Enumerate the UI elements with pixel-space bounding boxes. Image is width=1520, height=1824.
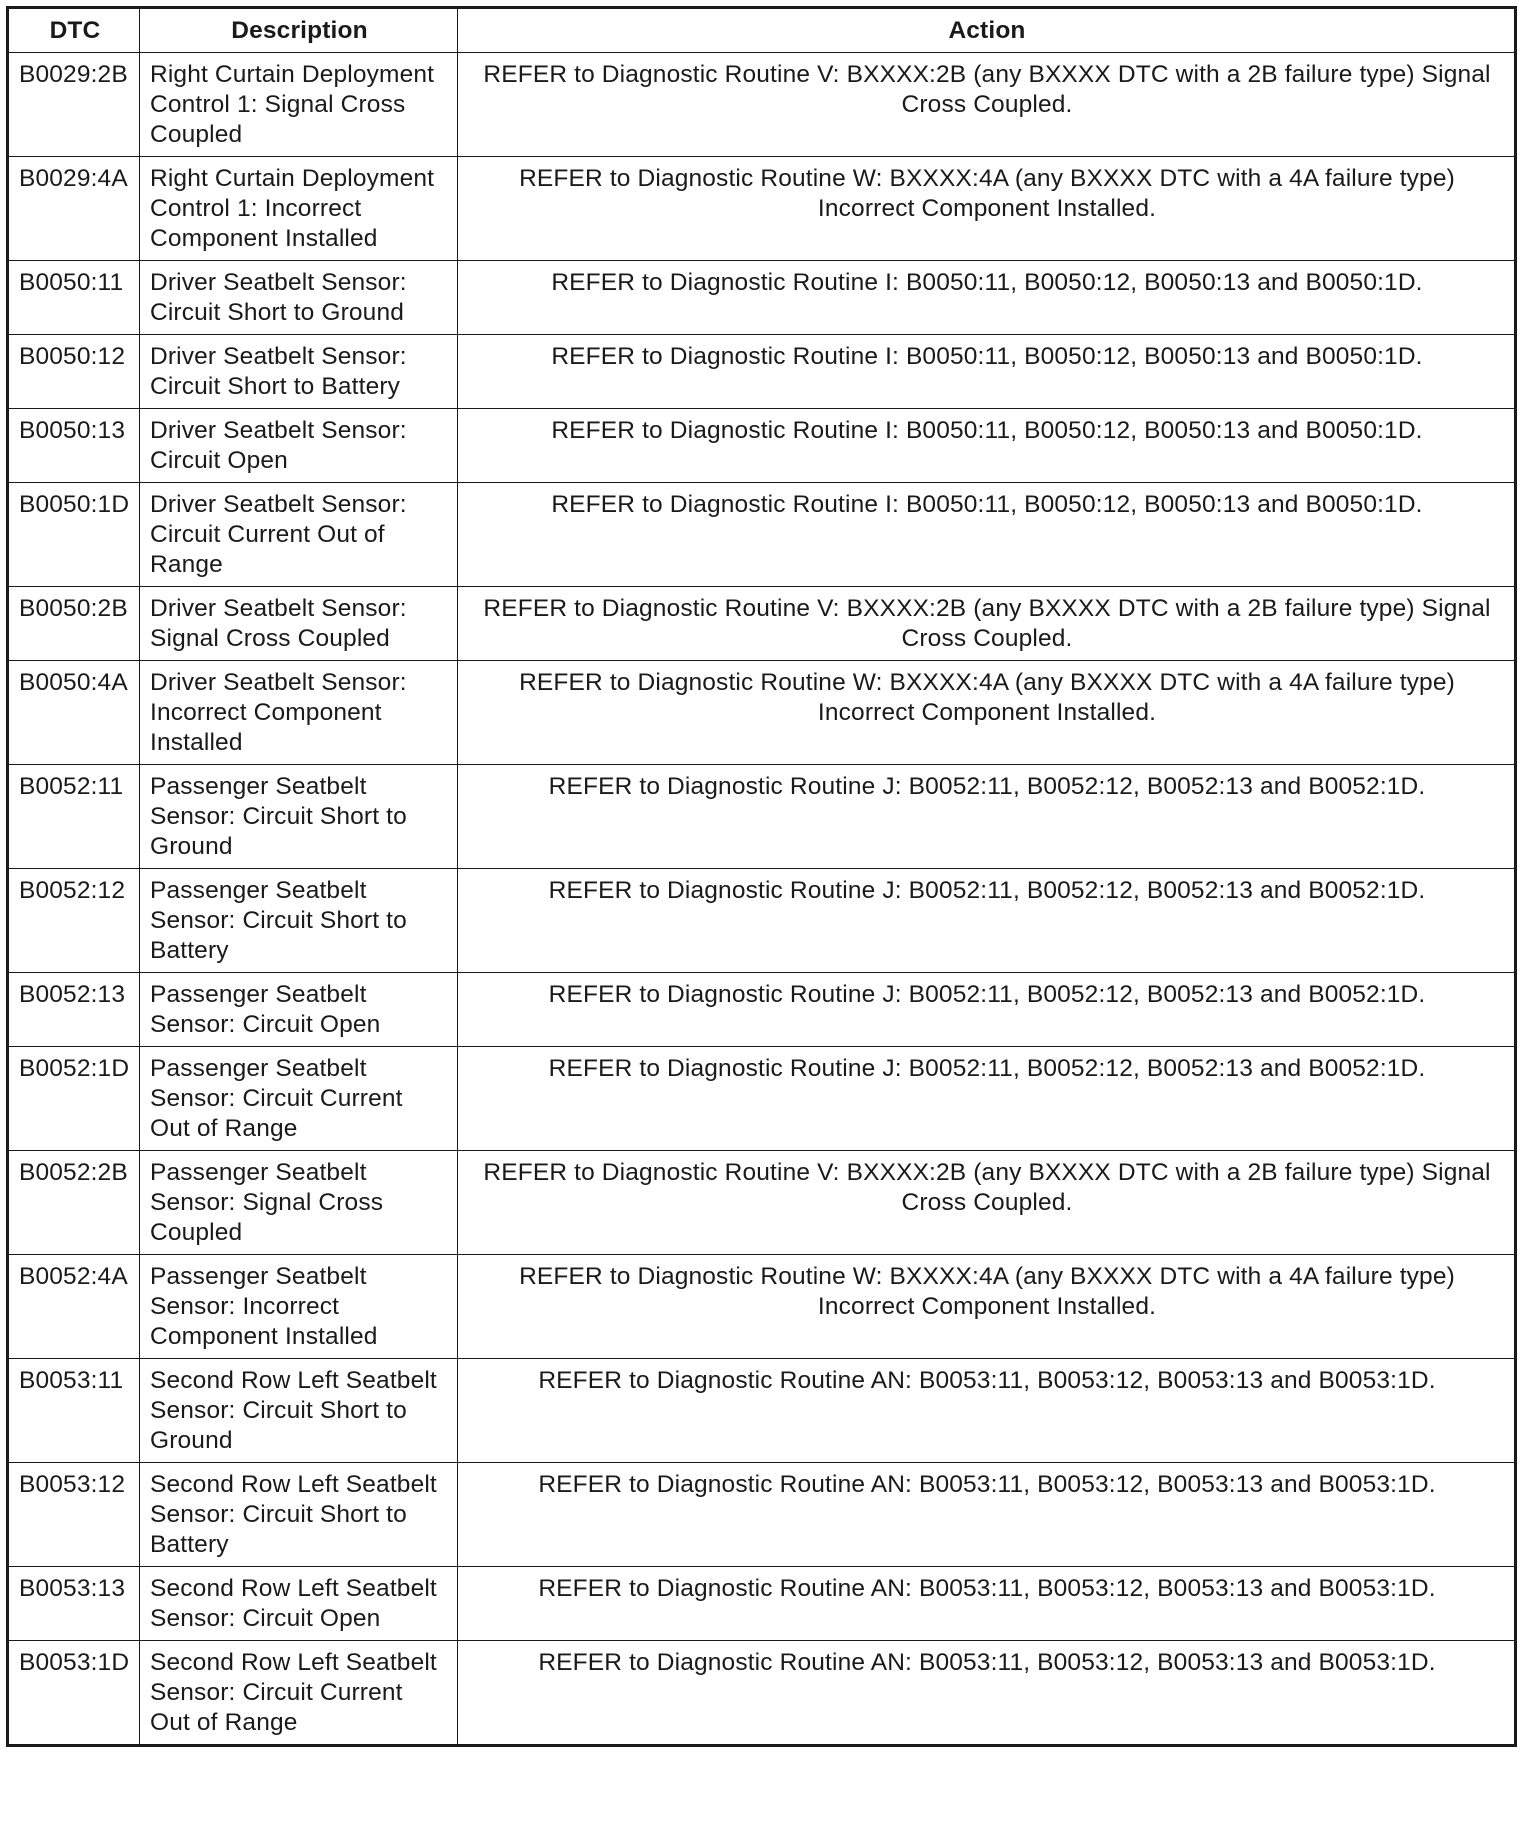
- table-row: [8, 157, 1516, 261]
- dtc-description: Second Row Left Seatbelt Sensor: Circuit Current Out of Range: [140, 1641, 458, 1746]
- dtc-description: Driver Seatbelt Sensor: Signal Cross Coupled: [140, 587, 458, 661]
- dtc-action: REFER to Diagnostic Routine AN: B0053:11, B0053:12, B0053:13 and B0053:1D.: [458, 1359, 1516, 1463]
- dtc-action: REFER to Diagnostic Routine J: B0052:11, B0052:12, B0052:13 and B0052:1D.: [458, 1047, 1516, 1151]
- dtc-action: REFER to Diagnostic Routine I: B0050:11, B0050:12, B0050:13 and B0050:1D.: [458, 261, 1516, 335]
- header-row: [8, 8, 1516, 53]
- dtc-description: Driver Seatbelt Sensor: Incorrect Component Installed: [140, 661, 458, 765]
- dtc-action: REFER to Diagnostic Routine V: BXXXX:2B (any BXXXX DTC with a 2B failure type) Signal Cross Coupled.: [458, 1151, 1516, 1255]
- dtc-description: Passenger Seatbelt Sensor: Circuit Current Out of Range: [140, 1047, 458, 1151]
- dtc-code: B0052:2B: [8, 1151, 140, 1255]
- table-row: [8, 587, 1516, 661]
- dtc-code: B0050:12: [8, 335, 140, 409]
- dtc-action: REFER to Diagnostic Routine I: B0050:11, B0050:12, B0050:13 and B0050:1D.: [458, 409, 1516, 483]
- dtc-code: B0050:1D: [8, 483, 140, 587]
- dtc-description: Driver Seatbelt Sensor: Circuit Short to Battery: [140, 335, 458, 409]
- table-row: [8, 973, 1516, 1047]
- dtc-description: Passenger Seatbelt Sensor: Circuit Open: [140, 973, 458, 1047]
- dtc-description: Second Row Left Seatbelt Sensor: Circuit Open: [140, 1567, 458, 1641]
- table-row: [8, 869, 1516, 973]
- dtc-code: B0052:11: [8, 765, 140, 869]
- dtc-action: REFER to Diagnostic Routine W: BXXXX:4A (any BXXXX DTC with a 4A failure type) Incorrect Component Installed.: [458, 157, 1516, 261]
- table-row: [8, 661, 1516, 765]
- table-body: [8, 53, 1516, 1746]
- header-description: Description: [140, 8, 458, 53]
- dtc-action: REFER to Diagnostic Routine W: BXXXX:4A (any BXXXX DTC with a 4A failure type) Incorrect Component Installed.: [458, 661, 1516, 765]
- dtc-action: REFER to Diagnostic Routine AN: B0053:11, B0053:12, B0053:13 and B0053:1D.: [458, 1641, 1516, 1746]
- header-dtc: DTC: [8, 8, 140, 53]
- dtc-code: B0050:2B: [8, 587, 140, 661]
- table-row: [8, 1359, 1516, 1463]
- dtc-code: B0052:4A: [8, 1255, 140, 1359]
- dtc-code: B0029:4A: [8, 157, 140, 261]
- dtc-table-container: [6, 6, 1514, 1747]
- table-row: [8, 1567, 1516, 1641]
- dtc-description: Driver Seatbelt Sensor: Circuit Open: [140, 409, 458, 483]
- dtc-action: REFER to Diagnostic Routine J: B0052:11, B0052:12, B0052:13 and B0052:1D.: [458, 973, 1516, 1047]
- dtc-action: REFER to Diagnostic Routine AN: B0053:11, B0053:12, B0053:13 and B0053:1D.: [458, 1567, 1516, 1641]
- table-row: [8, 1463, 1516, 1567]
- dtc-action: REFER to Diagnostic Routine J: B0052:11, B0052:12, B0052:13 and B0052:1D.: [458, 765, 1516, 869]
- table-row: [8, 53, 1516, 157]
- dtc-description: Right Curtain Deployment Control 1: Signal Cross Coupled: [140, 53, 458, 157]
- dtc-description: Driver Seatbelt Sensor: Circuit Current Out of Range: [140, 483, 458, 587]
- dtc-action: REFER to Diagnostic Routine I: B0050:11, B0050:12, B0050:13 and B0050:1D.: [458, 483, 1516, 587]
- dtc-code: B0053:13: [8, 1567, 140, 1641]
- dtc-code: B0052:1D: [8, 1047, 140, 1151]
- table-row: [8, 765, 1516, 869]
- dtc-table: [6, 6, 1517, 1747]
- dtc-code: B0029:2B: [8, 53, 140, 157]
- dtc-code: B0053:11: [8, 1359, 140, 1463]
- dtc-code: B0050:11: [8, 261, 140, 335]
- dtc-description: Passenger Seatbelt Sensor: Signal Cross Coupled: [140, 1151, 458, 1255]
- table-row: [8, 483, 1516, 587]
- table-row: [8, 409, 1516, 483]
- dtc-action: REFER to Diagnostic Routine J: B0052:11, B0052:12, B0052:13 and B0052:1D.: [458, 869, 1516, 973]
- table-header: [8, 8, 1516, 53]
- dtc-action: REFER to Diagnostic Routine AN: B0053:11, B0053:12, B0053:13 and B0053:1D.: [458, 1463, 1516, 1567]
- dtc-description: Passenger Seatbelt Sensor: Circuit Short to Ground: [140, 765, 458, 869]
- header-action: Action: [458, 8, 1516, 53]
- dtc-action: REFER to Diagnostic Routine V: BXXXX:2B (any BXXXX DTC with a 2B failure type) Signal Cross Coupled.: [458, 587, 1516, 661]
- dtc-code: B0053:12: [8, 1463, 140, 1567]
- dtc-code: B0052:13: [8, 973, 140, 1047]
- table-row: [8, 261, 1516, 335]
- dtc-description: Right Curtain Deployment Control 1: Incorrect Component Installed: [140, 157, 458, 261]
- dtc-description: Passenger Seatbelt Sensor: Circuit Short to Battery: [140, 869, 458, 973]
- dtc-code: B0052:12: [8, 869, 140, 973]
- dtc-action: REFER to Diagnostic Routine V: BXXXX:2B (any BXXXX DTC with a 2B failure type) Signal Cross Coupled.: [458, 53, 1516, 157]
- dtc-description: Driver Seatbelt Sensor: Circuit Short to Ground: [140, 261, 458, 335]
- table-row: [8, 1255, 1516, 1359]
- dtc-description: Second Row Left Seatbelt Sensor: Circuit Short to Ground: [140, 1359, 458, 1463]
- table-row: [8, 1151, 1516, 1255]
- dtc-code: B0050:4A: [8, 661, 140, 765]
- dtc-description: Second Row Left Seatbelt Sensor: Circuit Short to Battery: [140, 1463, 458, 1567]
- dtc-action: REFER to Diagnostic Routine W: BXXXX:4A (any BXXXX DTC with a 4A failure type) Incorrect Component Installed.: [458, 1255, 1516, 1359]
- table-row: [8, 335, 1516, 409]
- table-row: [8, 1047, 1516, 1151]
- table-row: [8, 1641, 1516, 1746]
- dtc-action: REFER to Diagnostic Routine I: B0050:11, B0050:12, B0050:13 and B0050:1D.: [458, 335, 1516, 409]
- dtc-code: B0053:1D: [8, 1641, 140, 1746]
- dtc-code: B0050:13: [8, 409, 140, 483]
- dtc-description: Passenger Seatbelt Sensor: Incorrect Component Installed: [140, 1255, 458, 1359]
